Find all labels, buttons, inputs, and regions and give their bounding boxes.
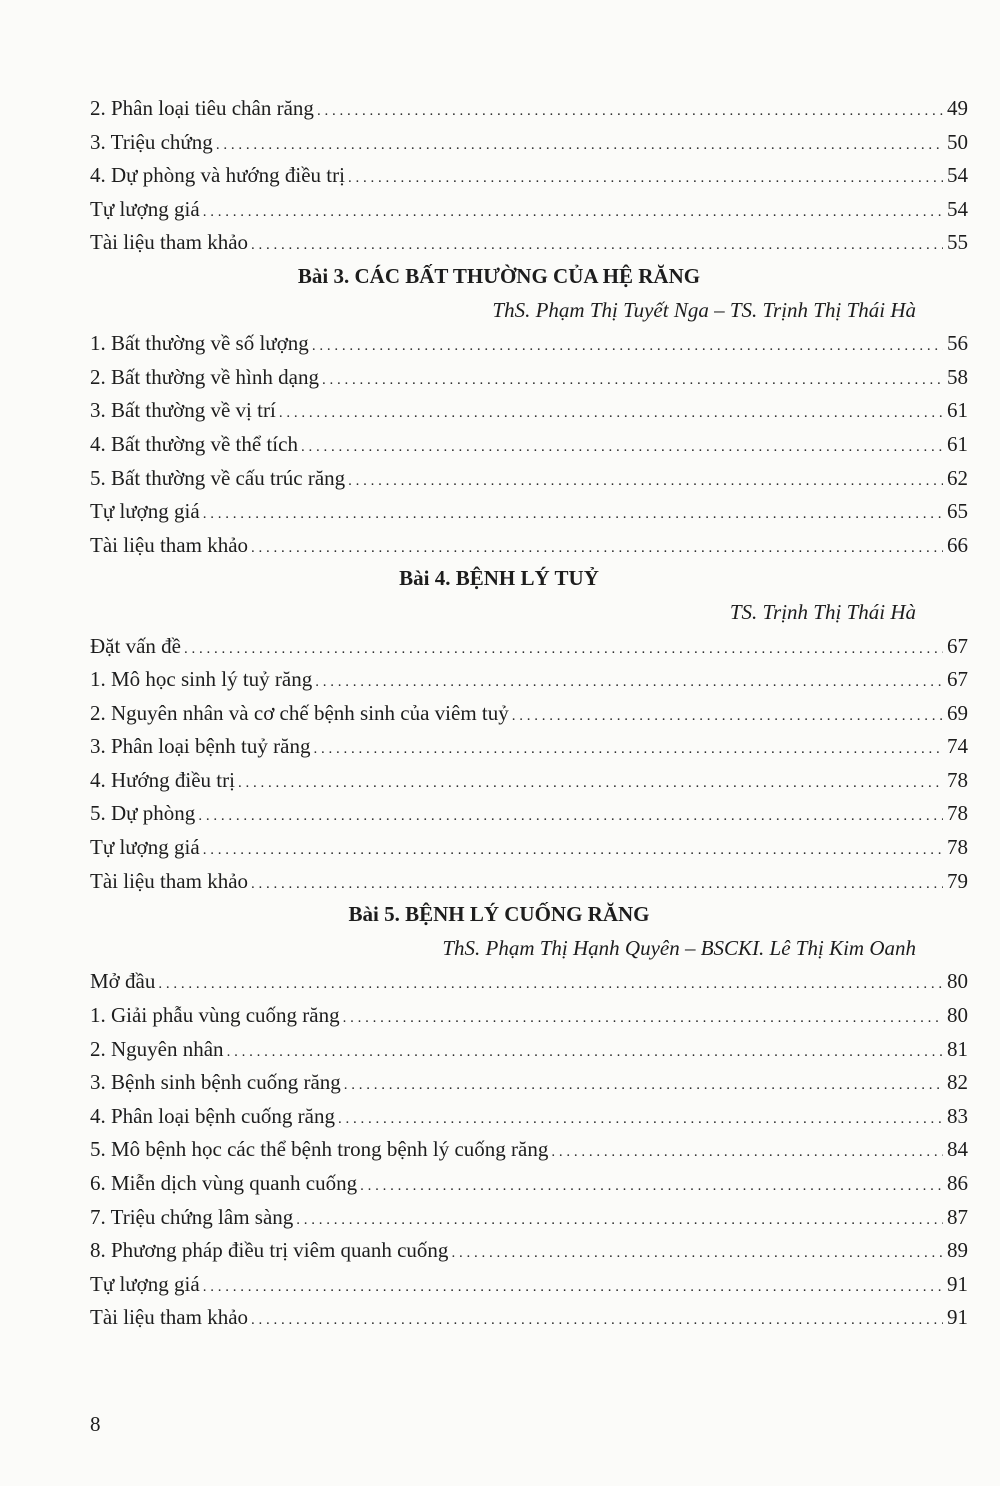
dot-leader: [279, 397, 943, 431]
toc-entry-page: 54: [947, 196, 968, 221]
toc-entry-page: 65: [947, 499, 968, 524]
toc-entry: [90, 797, 968, 831]
toc-entry: [90, 764, 968, 798]
lesson-authors: ThS. Phạm Thị Tuyết Nga – TS. Trịnh Thị Thái Hà: [492, 297, 916, 322]
toc-entry-title: Tài liệu tham khảo: [90, 1305, 249, 1330]
toc-entry-title: Tài liệu tham khảo: [90, 230, 249, 255]
toc-entry-page: 62: [947, 465, 968, 490]
toc-entry-title: Mở đầu: [90, 969, 156, 994]
toc-entry: [90, 1066, 968, 1100]
toc-entry: [90, 1133, 968, 1167]
toc-entry: [90, 697, 968, 731]
toc-entry-title: 5. Mô bệnh học các thể bệnh trong bệnh lý cuống răng: [90, 1137, 549, 1162]
toc-entry: [90, 159, 968, 193]
page-number: 8: [90, 1412, 101, 1436]
toc-entry-title: 1. Giải phẫu vùng cuống răng: [90, 1003, 340, 1028]
toc-entry: [90, 126, 968, 160]
toc-entry-page: 83: [947, 1103, 968, 1128]
toc-entry: [90, 999, 968, 1033]
toc-entry-page: 74: [947, 734, 968, 759]
toc-entry-page: 56: [947, 331, 968, 356]
dot-leader: [251, 1304, 943, 1338]
toc-entry-title: 6. Miễn dịch vùng quanh cuống: [90, 1171, 358, 1195]
toc-entry-title: 2. Bất thường về hình dạng: [90, 364, 319, 389]
dot-leader: [317, 95, 943, 129]
toc-entry-title: 5. Bất thường về cấu trúc răng: [90, 465, 346, 490]
toc-entry-title: 4. Dự phòng và hướng điều trị: [90, 163, 345, 188]
toc-entry: [90, 193, 968, 227]
toc-entry: [90, 1167, 968, 1201]
toc-entry-title: Tự lượng giá: [90, 1271, 200, 1296]
dot-leader: [344, 1069, 943, 1103]
toc-entry-page: 55: [947, 230, 968, 255]
toc-entry: [90, 865, 968, 899]
dot-leader: [338, 1103, 943, 1137]
lesson-authors: TS. Trịnh Thị Thái Hà: [729, 599, 916, 624]
toc-entry-title: Tài liệu tham khảo: [90, 868, 249, 893]
toc-entry-page: 61: [947, 398, 968, 423]
toc-entry-page: 78: [947, 767, 968, 792]
toc-entry-title: 4. Hướng điều trị: [90, 767, 235, 792]
toc-entry-title: 4. Phân loại bệnh cuống răng: [90, 1103, 335, 1128]
dot-leader: [203, 498, 943, 532]
toc-entry-page: 87: [947, 1204, 968, 1229]
toc-entry-title: Tự lượng giá: [90, 196, 200, 221]
dot-leader: [315, 666, 943, 700]
dot-leader: [238, 767, 943, 801]
toc-entry-title: 4. Bất thường về thể tích: [90, 431, 298, 456]
dot-leader: [512, 700, 943, 734]
toc-entry-title: 3. Bất thường về vị trí: [90, 398, 276, 423]
toc-entry-page: 80: [947, 969, 968, 994]
dot-leader: [203, 1271, 943, 1305]
toc-entry: [90, 1268, 968, 1302]
toc-entry-page: 49: [947, 96, 968, 120]
dot-leader: [296, 1204, 943, 1238]
toc-entry-page: 66: [947, 532, 968, 557]
toc-entry-title: 2. Nguyên nhân và cơ chế bệnh sinh của viêm tuỷ: [90, 700, 509, 725]
toc-entry: [90, 630, 968, 664]
dot-leader: [313, 733, 943, 767]
dot-leader: [203, 834, 943, 868]
dot-leader: [343, 1002, 943, 1036]
toc-entry: [90, 394, 968, 428]
toc-entry-page: 84: [947, 1137, 968, 1162]
toc-entry-page: 86: [947, 1171, 968, 1195]
dot-leader: [251, 229, 943, 263]
toc-entry-title: 7. Triệu chứng lâm sàng: [90, 1204, 294, 1229]
toc-entry-page: 80: [947, 1003, 968, 1028]
dot-leader: [216, 129, 943, 163]
toc-entry-page: 67: [947, 633, 968, 658]
toc-entry-page: 58: [947, 364, 968, 389]
toc-entry: [90, 92, 968, 126]
toc-entry: [90, 361, 968, 395]
toc-entry: [90, 663, 968, 697]
toc-entry-title: 8. Phương pháp điều trị viêm quanh cuống: [90, 1238, 449, 1263]
toc-entry: [90, 965, 968, 999]
toc-entry: [90, 226, 968, 260]
toc-entry-title: Tự lượng giá: [90, 499, 200, 524]
toc-entry-page: 82: [947, 1070, 968, 1095]
toc-entry: [90, 529, 968, 563]
toc-entry-title: 2. Phân loại tiêu chân răng: [90, 96, 314, 120]
dot-leader: [360, 1170, 943, 1204]
toc-entry-page: 91: [947, 1271, 968, 1296]
dot-leader: [158, 968, 943, 1002]
toc-entry: [90, 428, 968, 462]
lesson-heading: Bài 3. CÁC BẤT THƯỜNG CỦA HỆ RĂNG: [297, 263, 701, 288]
toc-entry-title: 1. Bất thường về số lượng: [90, 331, 309, 356]
toc-entry-page: 61: [947, 431, 968, 456]
dot-leader: [348, 162, 943, 196]
dot-leader: [251, 532, 943, 566]
lesson-heading: Bài 5. BỆNH LÝ CUỐNG RĂNG: [348, 902, 650, 927]
dot-leader: [251, 868, 943, 902]
toc-entry-title: Đặt vấn đề: [90, 633, 181, 658]
toc-entry-title: 3. Bệnh sinh bệnh cuống răng: [90, 1070, 341, 1095]
toc-entry-page: 81: [947, 1036, 968, 1061]
toc-entry: [90, 831, 968, 865]
toc-entry-title: 3. Phân loại bệnh tuỷ răng: [90, 734, 311, 759]
toc-entry: [90, 327, 968, 361]
toc-entry-title: 5. Dự phòng: [90, 801, 196, 826]
toc-entry: [90, 1234, 968, 1268]
toc-entry: [90, 1033, 968, 1067]
toc-entry: [90, 730, 968, 764]
toc-entry-page: 54: [947, 163, 968, 188]
toc-entry-title: Tự lượng giá: [90, 835, 200, 860]
table-of-contents: [90, 92, 968, 1335]
toc-entry-page: 69: [947, 700, 968, 725]
lesson-heading: Bài 4. BỆNH LÝ TUỶ: [399, 566, 599, 591]
toc-entry-title: 1. Mô học sinh lý tuỷ răng: [90, 667, 313, 692]
dot-leader: [301, 431, 943, 465]
toc-entry-page: 78: [947, 835, 968, 860]
toc-entry-title: 2. Nguyên nhân: [90, 1036, 224, 1061]
dot-leader: [184, 633, 943, 667]
toc-entry-page: 78: [947, 801, 968, 826]
dot-leader: [551, 1136, 943, 1170]
dot-leader: [227, 1036, 943, 1070]
toc-entry-page: 67: [947, 667, 968, 692]
toc-entry-page: 79: [947, 868, 968, 893]
toc-entry: [90, 462, 968, 496]
toc-entry-page: 89: [947, 1238, 968, 1263]
toc-entry: [90, 1201, 968, 1235]
dot-leader: [451, 1237, 943, 1271]
dot-leader: [203, 196, 943, 230]
dot-leader: [322, 364, 943, 398]
lesson-authors: ThS. Phạm Thị Hạnh Quyên – BSCKI. Lê Thị Kim Oanh: [442, 935, 916, 960]
dot-leader: [348, 465, 943, 499]
toc-entry: [90, 1100, 968, 1134]
toc-entry-page: 50: [947, 129, 968, 154]
toc-entry: [90, 1301, 968, 1335]
toc-entry-title: 3. Triệu chứng: [90, 129, 213, 154]
dot-leader: [198, 800, 943, 834]
toc-entry: [90, 495, 968, 529]
toc-entry-title: Tài liệu tham khảo: [90, 532, 249, 557]
dot-leader: [312, 330, 943, 364]
toc-entry-page: 91: [947, 1305, 968, 1330]
